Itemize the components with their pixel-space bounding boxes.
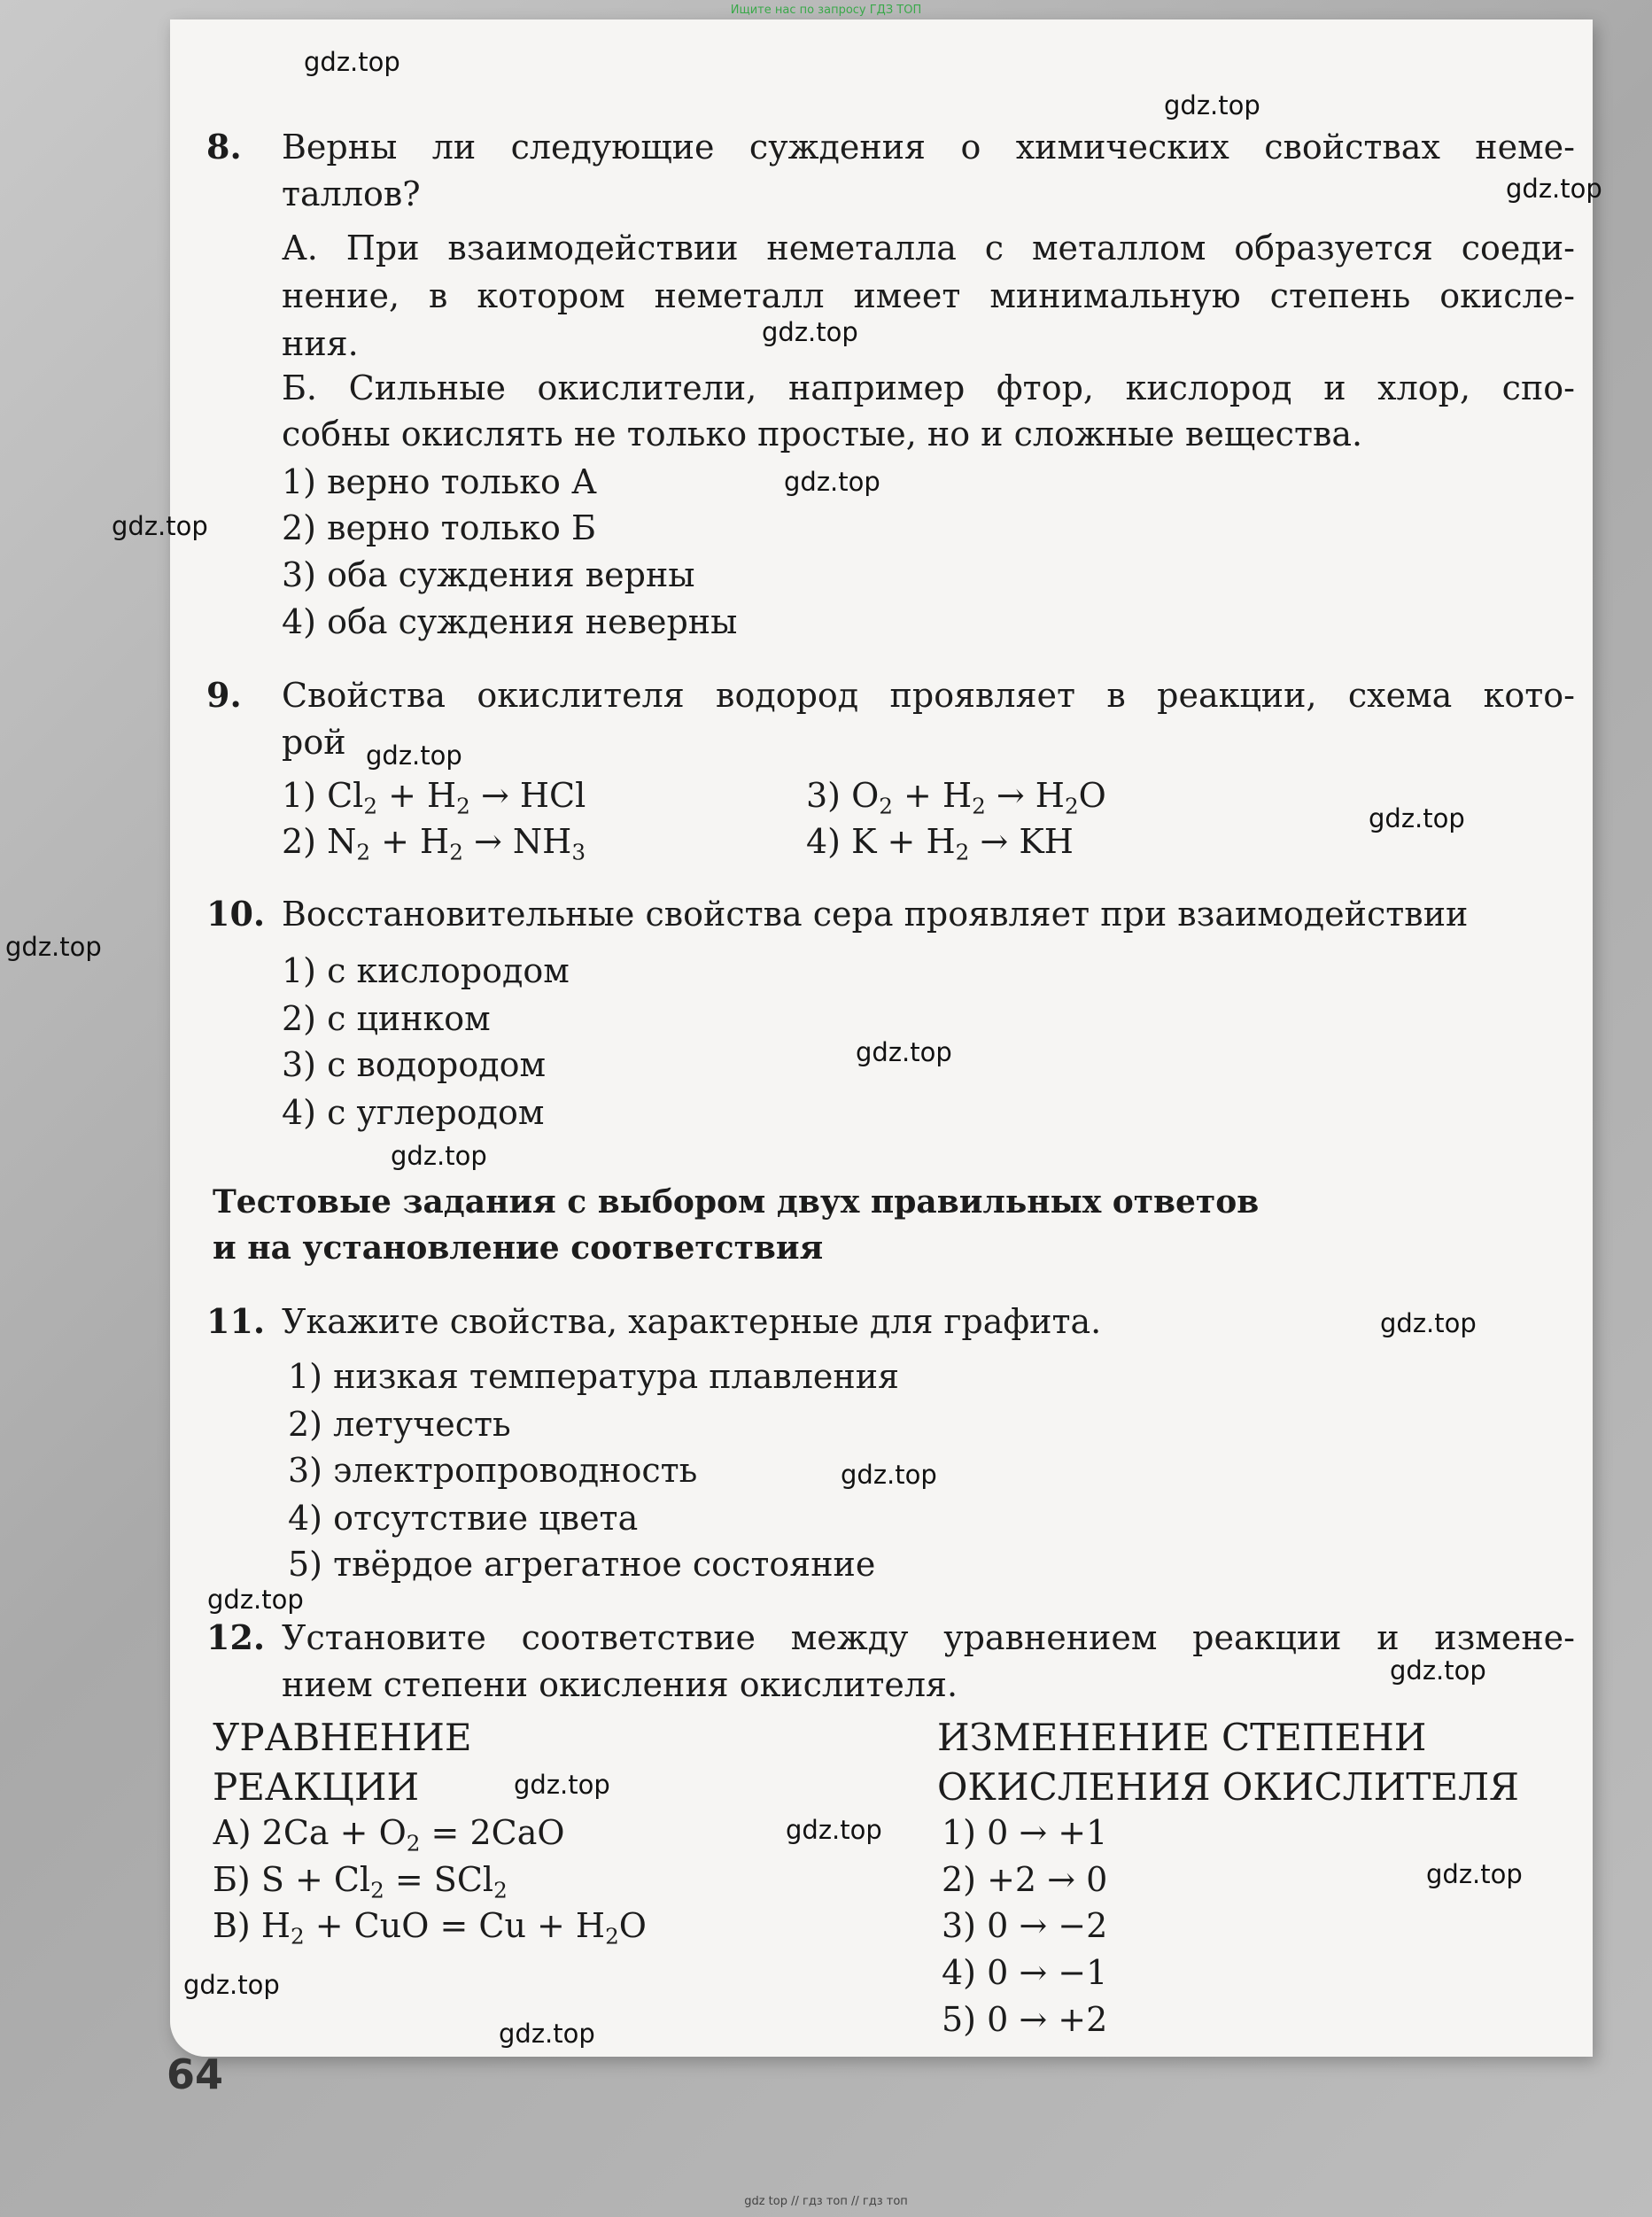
q12-right-header-line1: ИЗМЕНЕНИЕ СТЕПЕНИ (937, 1716, 1427, 1759)
q9-number: 9. (206, 675, 242, 715)
q10-option-3: 3) с водородом (282, 1045, 547, 1084)
q12-number: 12. (206, 1617, 266, 1657)
q11-option-3: 3) электропроводность (288, 1451, 698, 1490)
q12-change-3: 3) 0 → −2 (942, 1906, 1108, 1945)
q8-statement-a-line2: нение, в котором неметалл имеет минимальную степень окисле- (282, 276, 1575, 315)
q8-option-1: 1) верно только А (282, 462, 597, 501)
watermark: gdz.top (1380, 1308, 1477, 1338)
q9-text-line1: Свойства окислителя водород проявляет в реакции, схема кото- (282, 676, 1575, 715)
q12-change-4: 4) 0 → −1 (942, 1953, 1108, 1992)
watermark: gdz.top (391, 1141, 487, 1171)
watermark: gdz.top (207, 1585, 304, 1615)
watermark: gdz.top (514, 1770, 610, 1800)
watermark: gdz.top (786, 1815, 882, 1845)
q10-text-line1: Восстановительные свойства сера проявляет при взаимодействии (282, 895, 1469, 934)
q10-option-2: 2) с цинком (282, 999, 491, 1038)
watermark: gdz.top (1426, 1859, 1523, 1889)
q8-option-4: 4) оба суждения неверны (282, 602, 738, 641)
q10-option-1: 1) с кислородом (282, 951, 570, 990)
q10-option-4: 4) с углеродом (282, 1093, 545, 1132)
q8-number: 8. (206, 127, 242, 167)
q12-change-5: 5) 0 → +2 (942, 2000, 1108, 2039)
q8-text-line2: таллов? (282, 174, 421, 213)
q12-reaction-b: Б) $S + Cl_2 = SCl_2$ (213, 1860, 508, 1903)
q8-option-3: 3) оба суждения верны (282, 555, 695, 594)
watermark: gdz.top (112, 511, 208, 541)
q12-left-header-line1: УРАВНЕНИЕ (213, 1716, 472, 1759)
watermark: gdz.top (1369, 803, 1465, 833)
section-heading-line1: Тестовые задания с выбором двух правильных ответов (213, 1183, 1260, 1221)
top-banner: Ищите нас по запросу ГДЗ ТОП (730, 4, 922, 17)
watermark: gdz.top (784, 467, 880, 497)
watermark: gdz.top (856, 1037, 952, 1067)
section-heading-line2: и на установление соответствия (213, 1229, 824, 1267)
q10-number: 10. (206, 894, 266, 934)
watermark: gdz.top (1506, 174, 1602, 204)
q12-left-header-line2: РЕАКЦИИ (213, 1765, 420, 1809)
q8-statement-b-line1: Б. Сильные окислители, например фтор, кислород и хлор, спо- (282, 368, 1575, 407)
page-number: 64 (167, 2050, 224, 2098)
watermark: gdz.top (762, 317, 858, 347)
q11-option-2: 2) летучесть (288, 1405, 511, 1444)
q12-change-1: 1) 0 → +1 (942, 1813, 1108, 1852)
q11-text-line1: Укажите свойства, характерные для графита. (282, 1302, 1102, 1341)
q8-statement-a-line3: ния. (282, 324, 359, 363)
q11-number: 11. (206, 1301, 266, 1341)
q9-option-3: 3) $O_2 + H_2 \to H_2O$ (806, 776, 1106, 819)
q9-option-4: 4) $K + H_2$ → KH (806, 822, 1074, 865)
q12-reaction-a: А) $2Ca + O_2 = 2CaO$ (213, 1813, 565, 1857)
q8-option-2: 2) верно только Б (282, 508, 596, 547)
q9-option-2: 2) $N_2 + H_2 \to NH_3$ (282, 822, 586, 865)
q9-option-1: 1) $Cl_2 + H_2$ → HCl (282, 776, 586, 819)
q8-statement-a-line1: А. При взаимодействии неметалла с металлом образуется соеди- (282, 229, 1575, 267)
q12-text-line2: нием степени окисления окислителя. (282, 1665, 958, 1704)
watermark: gdz.top (304, 47, 400, 77)
q12-reaction-c: В) $H_2$ + CuO = $Cu + H_2O$ (213, 1906, 647, 1950)
q11-option-5: 5) твёрдое агрегатное состояние (288, 1545, 876, 1584)
bottom-banner: gdz top // гдз топ // гдз топ (744, 2195, 908, 2208)
q8-statement-b-line2: собны окислять не только простые, но и сложные вещества. (282, 415, 1363, 453)
watermark: gdz.top (366, 740, 462, 771)
watermark: gdz.top (1164, 90, 1260, 120)
q11-option-1: 1) низкая температура плавления (288, 1357, 899, 1396)
q11-option-4: 4) отсутствие цвета (288, 1499, 639, 1538)
watermark: gdz.top (5, 932, 102, 962)
q12-change-2: 2) +2 → 0 (942, 1860, 1108, 1899)
watermark: gdz.top (1390, 1655, 1486, 1686)
q12-text-line1: Установите соответствие между уравнением реакции и измене- (282, 1618, 1575, 1657)
q12-right-header-line2: ОКИСЛЕНИЯ ОКИСЛИТЕЛЯ (937, 1765, 1519, 1809)
q9-text-line2: рой (282, 723, 346, 762)
watermark: gdz.top (841, 1460, 937, 1490)
q8-text-line1: Верны ли следующие суждения о химических свойствах неме- (282, 128, 1575, 167)
watermark: gdz.top (499, 2019, 595, 2049)
watermark: gdz.top (183, 1970, 280, 2000)
